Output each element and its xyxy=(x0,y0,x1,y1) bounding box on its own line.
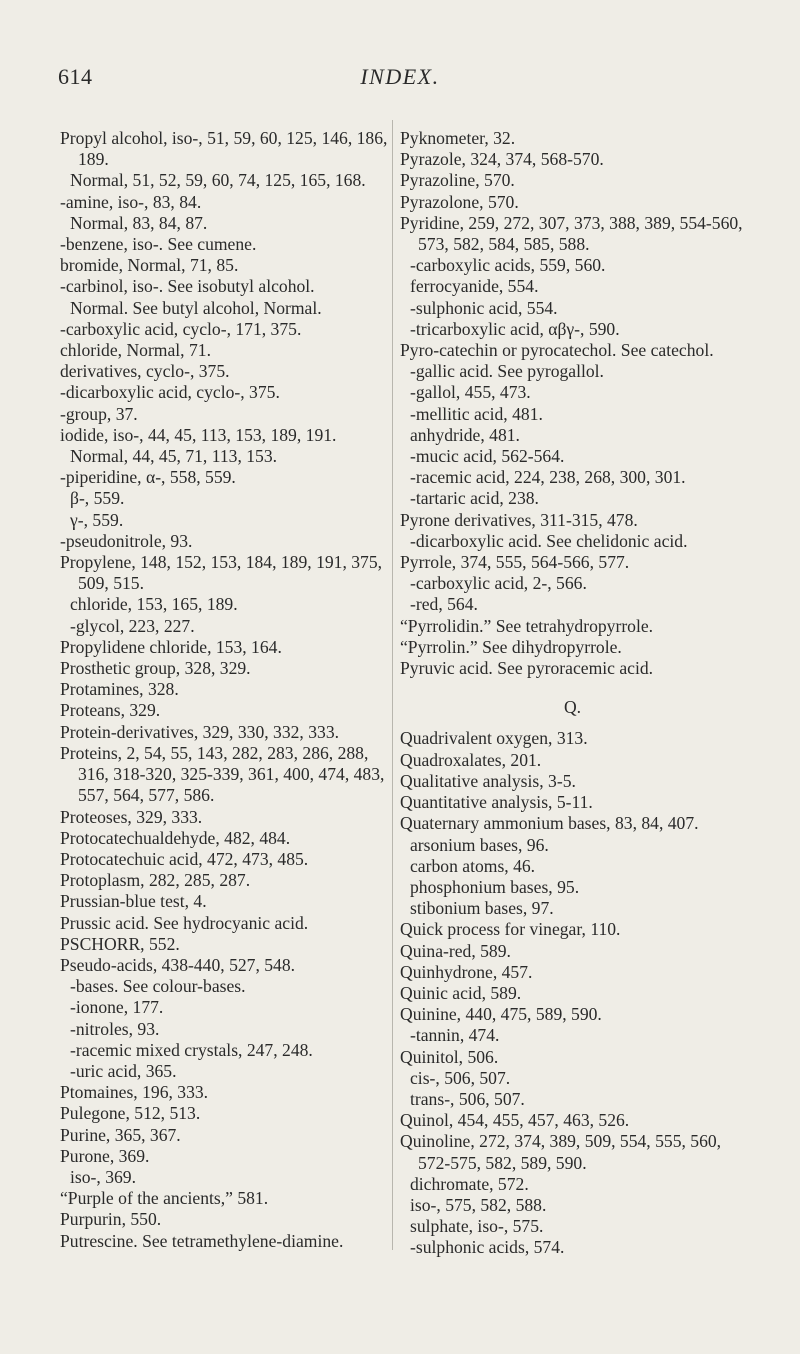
index-entry: -dicarboxylic acid, cyclo-, 375. xyxy=(60,382,280,403)
page-header xyxy=(0,64,800,104)
index-entry: Protein-derivatives, 329, 330, 332, 333. xyxy=(60,721,340,742)
index-entry: Quinhydrone, 457. xyxy=(400,961,533,982)
index-subentry: β-, 559. xyxy=(70,488,125,509)
index-entry: -piperidine, α-, 558, 559. xyxy=(60,467,236,488)
index-entry: Quinol, 454, 455, 457, 463, 526. xyxy=(400,1110,630,1131)
index-entry: Pyrazole, 324, 374, 568-570. xyxy=(400,149,604,170)
index-entry: Protoplasm, 282, 285, 287. xyxy=(60,870,251,891)
index-entry: Purine, 365, 367. xyxy=(60,1124,181,1145)
index-entry: Quantitative analysis, 5-11. xyxy=(400,792,593,813)
index-entry: Ptomaines, 196, 333. xyxy=(60,1082,209,1103)
index-subentry: -carboxylic acid, 2-, 566. xyxy=(410,573,587,594)
index-subentry: -mellitic acid, 481. xyxy=(410,403,543,424)
index-entry: -carbinol, iso-. See isobutyl alcohol. xyxy=(60,276,315,297)
index-subentry: Normal, 44, 45, 71, 113, 153. xyxy=(70,446,278,467)
index-entry: Protocatechualdehyde, 482, 484. xyxy=(60,827,291,848)
index-entry: -benzene, iso-. See cumene. xyxy=(60,234,257,255)
index-subentry: arsonium bases, 96. xyxy=(410,834,549,855)
index-subentry: phosphonium bases, 95. xyxy=(410,876,580,897)
index-column-right xyxy=(400,128,745,1259)
index-entry: Qualitative analysis, 3-5. xyxy=(400,770,576,791)
index-entry: Prosthetic group, 328, 329. xyxy=(60,658,251,679)
index-subentry: anhydride, 481. xyxy=(410,424,520,445)
index-entry: Quinoline, 272, 374, 389, 509, 554, 555, 560, 572-575, 582, 589, 590. xyxy=(400,1131,722,1173)
page-number: 614 xyxy=(58,64,93,89)
index-column-left xyxy=(60,128,390,1252)
index-entry: bromide, Normal, 71, 85. xyxy=(60,255,239,276)
index-entry: chloride, Normal, 71. xyxy=(60,340,211,361)
index-subentry: -racemic acid, 224, 238, 268, 300, 301. xyxy=(410,467,686,488)
index-entry: -amine, iso-, 83, 84. xyxy=(60,191,202,212)
index-entry: Proteins, 2, 54, 55, 143, 282, 283, 286, 288, 316, 318-320, 325-339, 361, 400, 474, 483, 557, 564, 577, 586. xyxy=(60,742,385,806)
index-subentry: carbon atoms, 46. xyxy=(410,855,536,876)
index-subentry: sulphate, iso-, 575. xyxy=(410,1216,544,1237)
index-subentry: -red, 564. xyxy=(410,594,478,615)
index-subentry: -nitroles, 93. xyxy=(70,1018,160,1039)
index-entry: Pyridine, 259, 272, 307, 373, 388, 389, 554-560, 573, 582, 584, 585, 588. xyxy=(400,212,743,255)
index-subentry: cis-, 506, 507. xyxy=(410,1067,511,1088)
index-subentry: -tricarboxylic acid, αβγ-, 590. xyxy=(410,318,620,339)
index-subentry: -gallol, 455, 473. xyxy=(410,382,531,403)
index-subentry: -sulphonic acid, 554. xyxy=(410,297,558,318)
index-subentry: iso-, 575, 582, 588. xyxy=(410,1194,547,1215)
index-subentry: -mucic acid, 562-564. xyxy=(410,446,565,467)
index-subentry: Normal. See butyl alcohol, Normal. xyxy=(70,297,322,318)
index-entry: Quadroxalates, 201. xyxy=(400,749,542,770)
index-entry: “Pyrrolidin.” See tetrahydropyrrole. xyxy=(400,615,654,636)
index-subentry: -sulphonic acids, 574. xyxy=(410,1237,565,1258)
index-entry: Pseudo-acids, 438-440, 527, 548. xyxy=(60,954,296,975)
index-subentry: Normal, 83, 84, 87. xyxy=(70,212,208,233)
index-subentry: -ionone, 177. xyxy=(70,997,164,1018)
index-entry: Proteans, 329. xyxy=(60,700,161,721)
index-entry: Quinine, 440, 475, 589, 590. xyxy=(400,1004,602,1025)
index-entry: Quina-red, 589. xyxy=(400,940,511,961)
index-entry: Prussic acid. See hydrocyanic acid. xyxy=(60,912,309,933)
index-entry: Protocatechuic acid, 472, 473, 485. xyxy=(60,848,309,869)
index-entry: derivatives, cyclo-, 375. xyxy=(60,361,230,382)
index-subentry: -dicarboxylic acid. See chelidonic acid. xyxy=(410,530,688,551)
index-entry: Pyknometer, 32. xyxy=(400,128,516,148)
index-entry: Quaternary ammonium bases, 83, 84, 407. xyxy=(400,813,699,834)
index-entry: Prussian-blue test, 4. xyxy=(60,891,207,912)
index-entry: Quadrivalent oxygen, 313. xyxy=(400,728,588,749)
index-subentry: -tartaric acid, 238. xyxy=(410,488,539,509)
index-subentry: -carboxylic acids, 559, 560. xyxy=(410,255,606,276)
index-entry: Propyl alcohol, iso-, 51, 59, 60, 125, 146, 186, 189. xyxy=(60,128,388,170)
running-title: INDEX. xyxy=(360,64,440,89)
section-letter: Q. xyxy=(563,697,582,718)
index-entry: Pyro-catechin or pyrocatechol. See catechol. xyxy=(400,340,714,361)
index-subentry: chloride, 153, 165, 189. xyxy=(70,594,238,615)
index-entry: Pyrone derivatives, 311-315, 478. xyxy=(400,509,638,530)
index-subentry: stibonium bases, 97. xyxy=(410,898,554,919)
index-entry: -group, 37. xyxy=(60,403,138,424)
index-entry: “Purple of the ancients,” 581. xyxy=(60,1188,269,1209)
index-entry: Pyrrole, 374, 555, 564-566, 577. xyxy=(400,552,630,573)
index-subentry: -uric acid, 365. xyxy=(70,1060,177,1081)
index-entry: Quinitol, 506. xyxy=(400,1046,499,1067)
index-subentry: -tannin, 474. xyxy=(410,1025,500,1046)
index-entry: Pulegone, 512, 513. xyxy=(60,1103,201,1124)
index-subentry: -bases. See colour-bases. xyxy=(70,976,246,997)
index-entry: Protamines, 328. xyxy=(60,679,179,700)
index-entry: “Pyrrolin.” See dihydropyrrole. xyxy=(400,636,622,657)
index-subentry: -racemic mixed crystals, 247, 248. xyxy=(70,1039,313,1060)
index-entry: Quick process for vinegar, 110. xyxy=(400,919,621,940)
index-subentry: trans-, 506, 507. xyxy=(410,1088,525,1109)
index-entry: iodide, iso-, 44, 45, 113, 153, 189, 191. xyxy=(60,424,337,445)
index-entry: PSCHORR, 552. xyxy=(60,933,180,954)
index-subentry: dichromate, 572. xyxy=(410,1173,529,1194)
index-subentry: ferrocyanide, 554. xyxy=(410,276,539,297)
index-entry: -pseudonitrole, 93. xyxy=(60,530,193,551)
index-subentry: Normal, 51, 52, 59, 60, 74, 125, 165, 168. xyxy=(70,170,366,191)
index-subentry: -gallic acid. See pyrogallol. xyxy=(410,361,604,382)
index-entry: Propylene, 148, 152, 153, 184, 189, 191, 375, 509, 515. xyxy=(60,552,383,594)
index-entry: Pyrazoline, 570. xyxy=(400,170,515,191)
index-entry: Putrescine. See tetramethylene-diamine. xyxy=(60,1230,344,1251)
index-subentry: γ-, 559. xyxy=(70,509,124,530)
index-subentry: -glycol, 223, 227. xyxy=(70,615,195,636)
index-entry: Pyruvic acid. See pyroracemic acid. xyxy=(400,658,654,679)
index-entry: Propylidene chloride, 153, 164. xyxy=(60,636,282,657)
index-entry: Purone, 369. xyxy=(60,1145,150,1166)
index-entry: Quinic acid, 589. xyxy=(400,982,522,1003)
index-entry: Pyrazolone, 570. xyxy=(400,191,519,212)
index-entry: Proteoses, 329, 333. xyxy=(60,806,203,827)
index-entry: Purpurin, 550. xyxy=(60,1209,162,1230)
index-entry: -carboxylic acid, cyclo-, 171, 375. xyxy=(60,318,302,339)
index-subentry: iso-, 369. xyxy=(70,1166,136,1187)
column-divider xyxy=(392,120,393,1250)
